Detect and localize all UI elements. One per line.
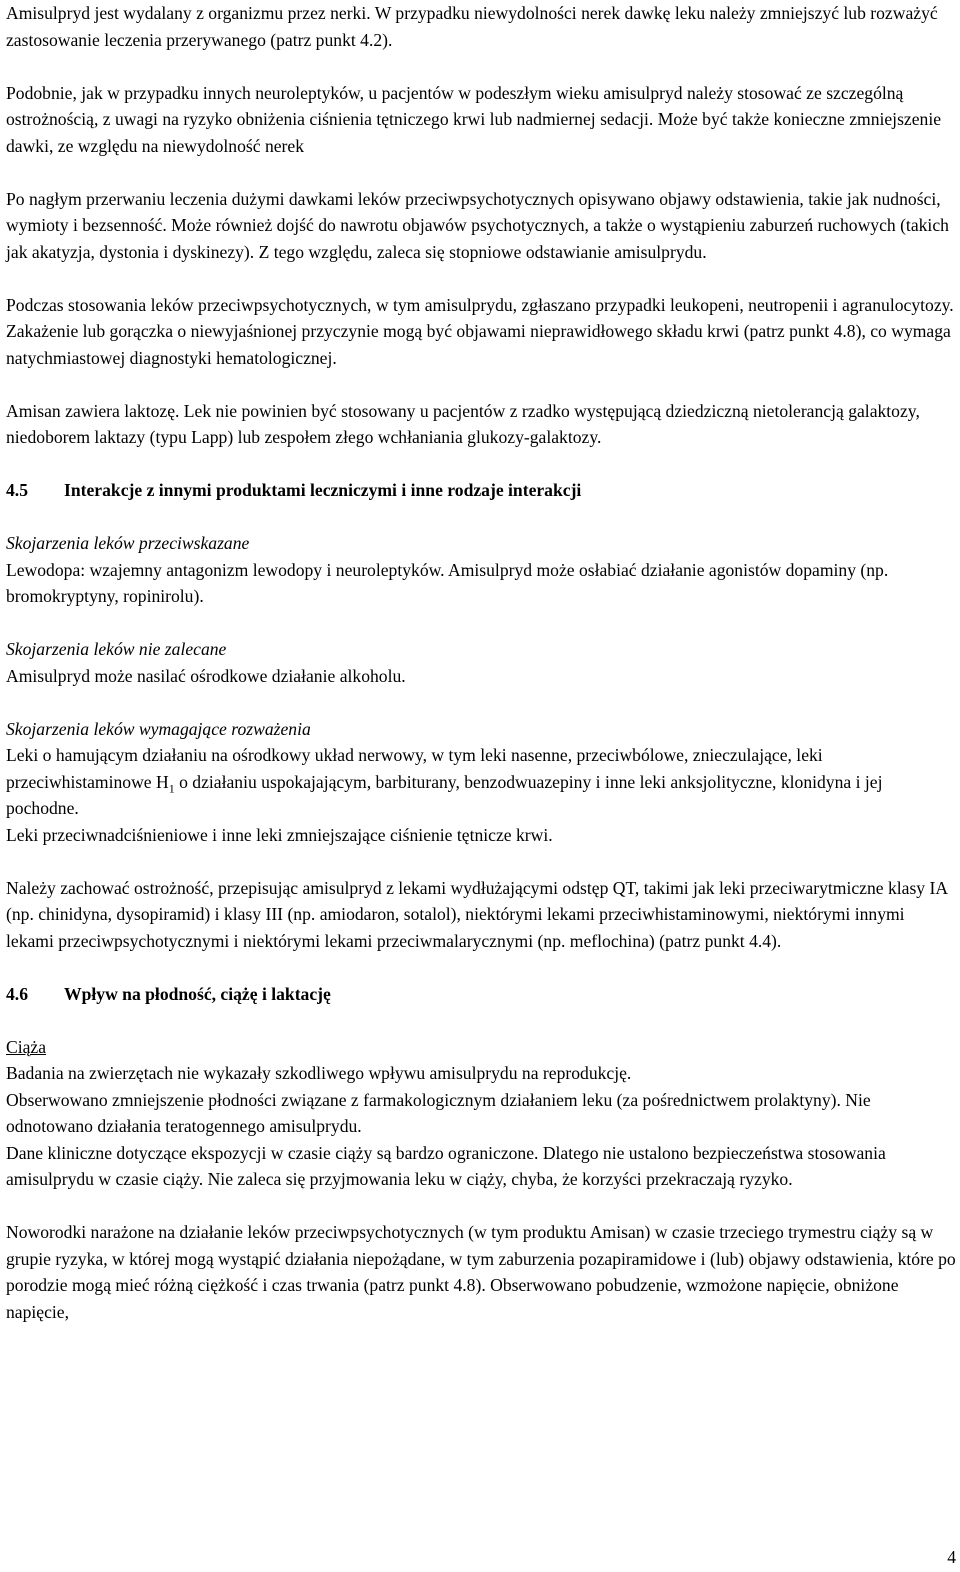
section-title: Wpływ na płodność, ciążę i laktację (64, 983, 331, 1004)
paragraph-withdrawal: Po nagłym przerwaniu leczenia dużymi dawkami leków przeciwpsychotycznych opisywano objawy odstawienia, takie jak nudności, wymioty i bezsenność. Może również dojść do nawrotu objawów psychotycznych, a także o wystąpieniu zaburzeń ruchowych (takich jak akatyzja, dystonia i dyskinezy). Z tego względu, zaleca się stopniowe odstawianie amisulprydu. (6, 188, 949, 262)
section-heading-4-5 (6, 477, 956, 504)
paragraph-leukopenia: Podczas stosowania leków przeciwpsychotycznych, w tym amisulprydu, zgłaszano przypadki leukopeni, neutropenii i agranulocytozy. Zakażenie lub gorączka o niewyjaśnionej przyczynie mogą być objawami nieprawidłowego składu krwi (patrz punkt 4.8), co wymaga natychmiastowej diagnostyki hematologicznej. (6, 294, 954, 368)
paragraph-pregnancy-clinical: Dane kliniczne dotyczące ekspozycji w czasie ciąży są bardzo ograniczone. Dlatego nie ustalono bezpieczeństwa stosowania amisulprydu w czasie ciąży. Nie zaleca się przyjmowania leku w ciąży, chyba, że korzyści przekraczają ryzyko. (6, 1142, 886, 1189)
paragraph-qt-prolongation: Należy zachować ostrożność, przepisując amisulpryd z lekami wydłużającymi odstęp QT, takimi jak leki przeciwarytmiczne klasy IA (np. chinidyna, dysopiramid) i klasy III (np. amiodaron, sotalol), niektórymi lekami przeciwhistaminowymi, niektórymi innymi lekami przeciwpsychotycznymi i niektórymi lekami przeciwmalarycznymi (np. meflochina) (patrz punkt 4.4). (6, 877, 948, 951)
paragraph-cns-depressants: Leki o hamującym działaniu na ośrodkowy układ nerwowy, w tym leki nasenne, przeciwbólowe, znieczulające, leki przeciwhistaminowe $H_1$ o działaniu uspokajającym, barbiturany, benzodwuazepiny i inne leki anksjolityczne, klonidyna i jej pochodne. (6, 745, 883, 818)
paragraph-not-recommended: Amisulpryd może nasilać ośrodkowe działanie alkoholu. (6, 665, 406, 686)
subheading-contraindicated: Skojarzenia leków przeciwskazane (6, 533, 250, 553)
section-title: Interakcje z innymi produktami leczniczymi i inne rodzaje interakcji (64, 480, 582, 500)
page-number: 4 (947, 1547, 956, 1567)
paragraph-lactose: Amisan zawiera laktozę. Lek nie powinien być stosowany u pacjentów z rzadko występującą dziedziczną nietolerancją galaktozy, niedoborem laktazy (typu Lapp) lub zespołem złego wchłaniania glukozy-galaktozy. (6, 400, 920, 447)
paragraph-contraindicated: Lewodopa: wzajemny antagonizm lewodopy i neuroleptyków. Amisulpryd może osłabiać działanie agonistów dopaminy (np. bromokryptyny, ropinirolu). (6, 559, 889, 606)
section-number: 4.5 (6, 480, 28, 500)
paragraph-elderly: Podobnie, jak w przypadku innych neuroleptyków, u pacjentów w podeszłym wieku amisulpryd należy stosować ze szczególną ostrożnością, z uwagi na ryzyko obniżenia ciśnienia tętniczego krwi lub nadmiernej sedacji. Może być także konieczne zmniejszenie dawki, ze względu na niewydolność nerek (6, 82, 942, 156)
subheading-not-recommended: Skojarzenia leków nie zalecane (6, 639, 227, 659)
subheading-caution: Skojarzenia leków wymagające rozważenia (6, 718, 311, 739)
paragraph-pregnancy-animal: Badania na zwierzętach nie wykazały szkodliwego wpływu amisulprydu na reprodukcję. (6, 1063, 632, 1083)
paragraph-renal: Amisulpryd jest wydalany z organizmu przez nerki. W przypadku niewydolności nerek dawkę leku należy zmniejszyć lub rozważyć zastosowanie leczenia przerywanego (patrz punkt 4.2). (6, 3, 938, 50)
section-number: 4.6 (6, 983, 28, 1004)
paragraph-pregnancy-fertility: Obserwowano zmniejszenie płodności związane z farmakologicznym działaniem leku (za pośrednictwem prolaktyny). Nie odnotowano działania teratogennego amisulprydu. (6, 1089, 871, 1136)
section-heading-4-6 (6, 981, 956, 1008)
subheading-pregnancy: Ciąża (6, 1036, 47, 1057)
document-page (6, 0, 956, 1325)
paragraph-newborns: Noworodki narażone na działanie leków przeciwpsychotycznych (w tym produktu Amisan) w czasie trzeciego trymestru ciąży są w grupie ryzyka, w której mogą wystąpić działania niepożądane, w tym zaburzenia pozapiramidowe i (lub) objawy odstawienia, które po porodzie mogą mieć różną ciężkość i czas trwania (patrz punkt 4.8). Obserwowano pobudzenie, wzmożone napięcie, obniżone napięcie, (6, 1222, 956, 1322)
paragraph-antihypertensives: Leki przeciwnadciśnieniowe i inne leki zmniejszające ciśnienie tętnicze krwi. (6, 824, 553, 845)
